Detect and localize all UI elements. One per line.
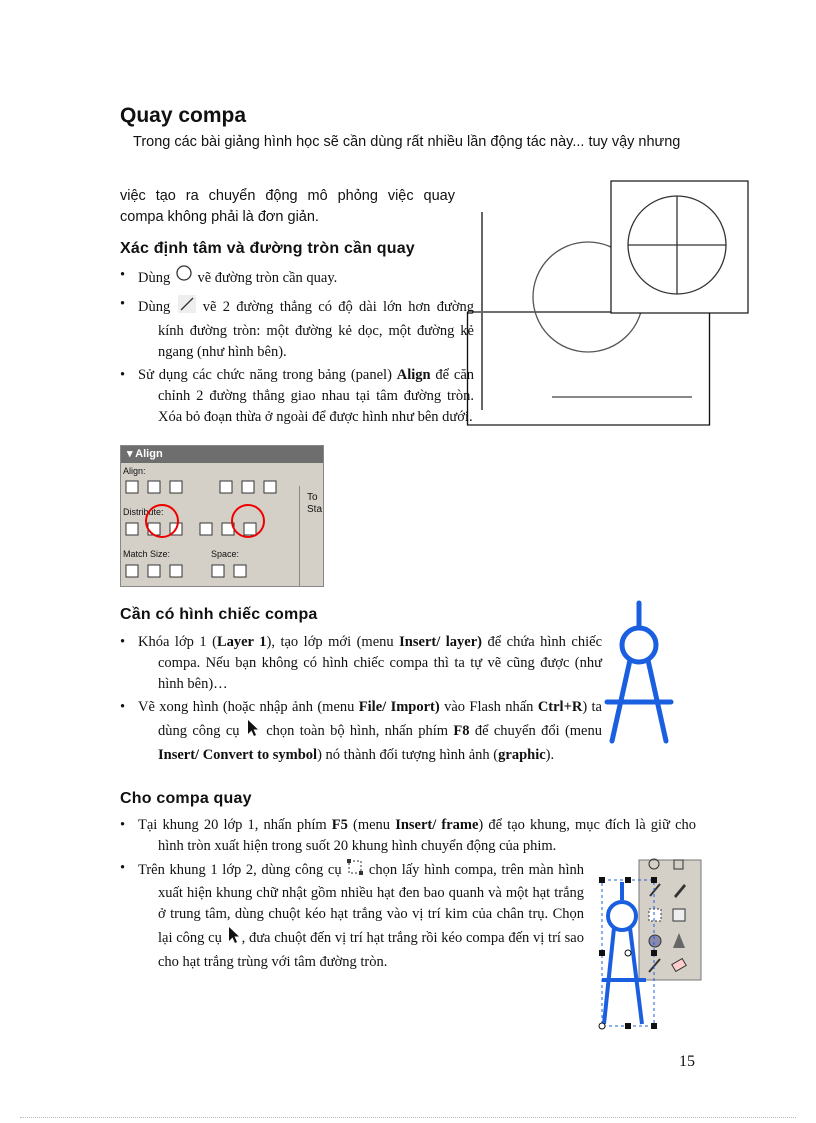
oval-tool-icon [174,265,194,292]
section2-list [120,632,602,768]
section3-list-1 [120,815,696,859]
list-item: • Dùng vẽ đường tròn cần quay. [120,265,474,292]
collapse-arrow-icon: ▾ [127,448,136,460]
intro-text: Trong các bài giảng hình học sẽ cần dùng rất nhiều lần động tác này... tuy vậy nhưng [133,134,681,150]
section-heading-rotate: Cho compa quay [120,790,252,807]
space-label: Space: [211,549,240,559]
align-buttons [121,476,301,586]
page-divider [20,1117,796,1118]
compass-selection-figure [594,858,704,1033]
list-item: • Khóa lớp 1 (Layer 1), tạo lớp mới (menu Insert/ layer) để chứa hình chiếc compa. Nếu bạn không có hình chiếc compa thì ta tự vẽ cũng được (như hình bên)… [120,632,602,695]
page-number: 15 [679,1053,695,1070]
align-label: Align: [123,466,146,476]
list-item: • Vẽ xong hình (hoặc nhập ảnh (menu File/ Import) vào Flash nhấn Ctrl+R) ta dùng công cụ chọn toàn bộ hình, nhấn phím F8 để chuyển đổi (menu Insert/ Convert to symbol) nó thành đối tượng hình ảnh (graphic). [120,697,602,766]
align-panel [120,445,324,587]
list-item: • Sử dụng các chức năng trong bảng (panel) Align để căn chỉnh 2 đường thẳng giao nhau tại tâm đường tròn. Xóa bỏ đoạn thừa ở ngoài để được hình như bên dưới. [120,365,474,428]
center-point-handle[interactable] [625,950,631,956]
list-item: • Dùng vẽ 2 đường thẳng có độ dài lớn hơn đường kính đường tròn: một đường kẻ dọc, một đường kẻ ngang (như hình bên). [120,294,474,363]
to-stage-label-2: Sta [307,504,323,515]
list-item: • Tại khung 20 lớp 1, nhấn phím F5 (menu Insert/ frame) để tạo khung, mục đích là giữ cho hình tròn xuất hiện trong suốt 20 khung hình chuyển động của phim. [120,815,696,857]
section-heading-center: Xác định tâm và đường tròn cần quay [120,240,415,257]
section1-list [120,265,474,430]
distribute-label: Distribute: [123,507,164,517]
arrow-tool-icon [245,718,261,745]
intro-continued: việc tạo ra chuyển động mô phỏng việc quay compa không phải là đơn giản. [120,188,455,225]
list-item: • Trên khung 1 lớp 2, dùng công cụ chọn lấy hình compa, trên màn hình xuất hiện khung chữ nhật gồm nhiều hạt đen bao quanh và một hạt trắng ở trung tâm, dùng chuột kéo hạt trắng vào vị trí kim của chân trụ. Chọn lại công cụ , đưa chuột đến vị trí hạt trắng rồi kéo compa đến vị trí sao cho hạt trắng trùng với tâm đường tròn. [120,858,584,973]
to-stage-label: To [307,492,318,503]
highlight-circle [146,505,178,537]
free-transform-tool-icon [346,858,364,883]
line-tool-icon [177,294,197,321]
compass-drawing [604,600,676,746]
circle-lines-figure [466,180,751,428]
page-title: Quay compa [120,104,247,127]
match-size-label: Match Size: [123,549,171,559]
section3-list-2 [120,858,584,975]
arrow-tool-icon [226,925,242,952]
section-heading-compass: Cần có hình chiếc compa [120,606,318,623]
align-panel-header: ▾ Align [121,446,323,463]
